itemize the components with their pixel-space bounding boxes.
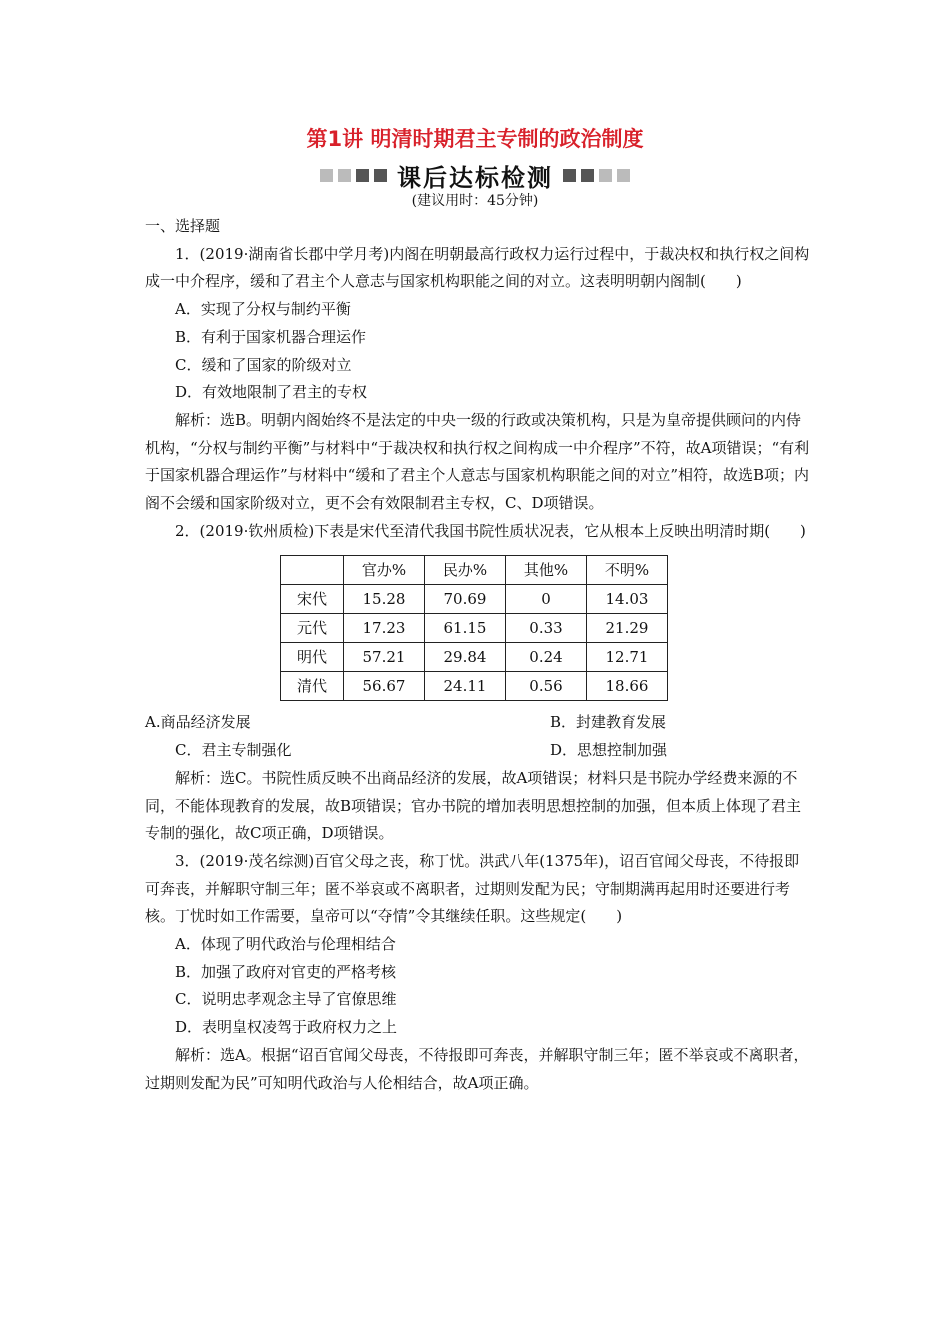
table-header-cell: 官办%	[344, 556, 425, 585]
table-cell: 元代	[281, 614, 344, 643]
table-cell: 0.33	[506, 614, 587, 643]
banner-decoration-left	[320, 169, 387, 182]
question-3-analysis: 解析：选A。根据“诏百官闻父母丧，不待报即可奔丧，并解职守制三年；匿不举哀或不离职者，过期则发配为民”可知明代政治与人伦相结合，故A项正确。	[145, 1045, 809, 1092]
table-cell: 0.24	[506, 643, 587, 672]
document-body	[145, 213, 813, 1097]
table-cell: 14.03	[587, 585, 668, 614]
question-1-analysis: 解析：选B。明朝内阁始终不是法定的中央一级的行政或决策机构，只是为皇帝提供顾问的内侍机构，“分权与制约平衡”与材料中“于裁决权和执行权之间构成一中介程序”不符，故A项错误；“有利于国家机器合理运作”与材料中“缓和了君主个人意志与国家机构职能之间的对立”相符，故选B项；内阁不会缓和国家阶级对立，更不会有效限制君主专权，C、D项错误。	[145, 410, 810, 513]
question-2-stem: 2．(2019·钦州质检)下表是宋代至清代我国书院性质状况表，它从根本上反映出明清时期( )	[175, 521, 806, 540]
table-cell: 61.15	[425, 614, 506, 643]
question-3-option-d: D．表明皇权凌驾于政府权力之上	[175, 1018, 398, 1037]
question-1-option-a: A．实现了分权与制约平衡	[175, 300, 351, 319]
table-cell: 明代	[281, 643, 344, 672]
question-1-stem: 1．(2019·湖南省长郡中学月考)内阁在明朝最高行政权力运行过程中，于裁决权和执行权之间构成一中介程序，缓和了君主个人意志与国家机构职能之间的对立。这表明明朝内阁制( )	[145, 244, 810, 291]
section-heading: 一、选择题	[145, 217, 221, 235]
table-row	[281, 643, 668, 672]
table-row	[281, 672, 668, 701]
table-cell: 17.23	[344, 614, 425, 643]
question-3-option-b: B．加强了政府对官吏的严格考核	[175, 962, 397, 981]
table-cell: 15.28	[344, 585, 425, 614]
table-cell: 57.21	[344, 643, 425, 672]
table-cell: 12.71	[587, 643, 668, 672]
table-header-cell: 不明%	[587, 556, 668, 585]
question-1-option-c: C．缓和了国家的阶级对立	[175, 355, 352, 374]
question-2-option-b: B．封建教育发展	[550, 713, 667, 732]
banner-title: 课后达标检测	[397, 164, 553, 192]
question-3-stem: 3．(2019·茂名综测)百官父母之丧，称丁忧。洪武八年(1375年)，诏百官闻父母丧，不待报即可奔丧，并解职守制三年；匿不举哀或不离职者，过期则发配为民；守制期满再起用时还要进行考核。丁忧时如工作需要，皇帝可以“夺情”令其继续任职。这些规定( )	[145, 851, 800, 926]
table-row	[281, 614, 668, 643]
banner-decoration-right	[563, 169, 630, 182]
academy-table	[280, 555, 668, 701]
table-cell: 29.84	[425, 643, 506, 672]
question-1-option-b: B．有利于国家机器合理运作	[175, 327, 367, 346]
table-row	[281, 585, 668, 614]
question-2-option-d: D．思想控制加强	[550, 741, 668, 760]
section-banner	[0, 158, 950, 193]
table-header-cell: 民办%	[425, 556, 506, 585]
question-2-option-a: A.商品经济发展	[145, 713, 251, 732]
table-cell: 18.66	[587, 672, 668, 701]
table-cell: 21.29	[587, 614, 668, 643]
table-cell: 24.11	[425, 672, 506, 701]
table-header-cell: 其他%	[506, 556, 587, 585]
question-1-option-d: D．有效地限制了君主的专权	[175, 383, 368, 402]
table-cell: 56.67	[344, 672, 425, 701]
question-2-options-row-1	[145, 709, 813, 737]
table-cell: 宋代	[281, 585, 344, 614]
question-2-analysis: 解析：选C。书院性质反映不出商品经济的发展，故A项错误；材料只是书院办学经费来源的不同，不能体现教育的发展，故B项错误；官办书院的增加表明思想控制的加强，但本质上体现了君主专制的强化，故C项正确，D项错误。	[145, 768, 802, 843]
table-cell: 0.56	[506, 672, 587, 701]
question-2-options-row-2	[145, 737, 813, 765]
table-cell: 清代	[281, 672, 344, 701]
table-header-cell	[281, 556, 344, 585]
table-cell: 0	[506, 585, 587, 614]
table-header-row	[281, 556, 668, 585]
table-cell: 70.69	[425, 585, 506, 614]
time-hint: (建议用时：45分钟)	[411, 193, 539, 209]
question-3-option-c: C．说明忠孝观念主导了官僚思维	[175, 990, 397, 1009]
question-3-option-a: A．体现了明代政治与伦理相结合	[175, 935, 396, 954]
lesson-title: 第1讲 明清时期君主专制的政治制度	[306, 127, 644, 151]
question-2-option-c: C．君主专制强化	[175, 741, 292, 760]
